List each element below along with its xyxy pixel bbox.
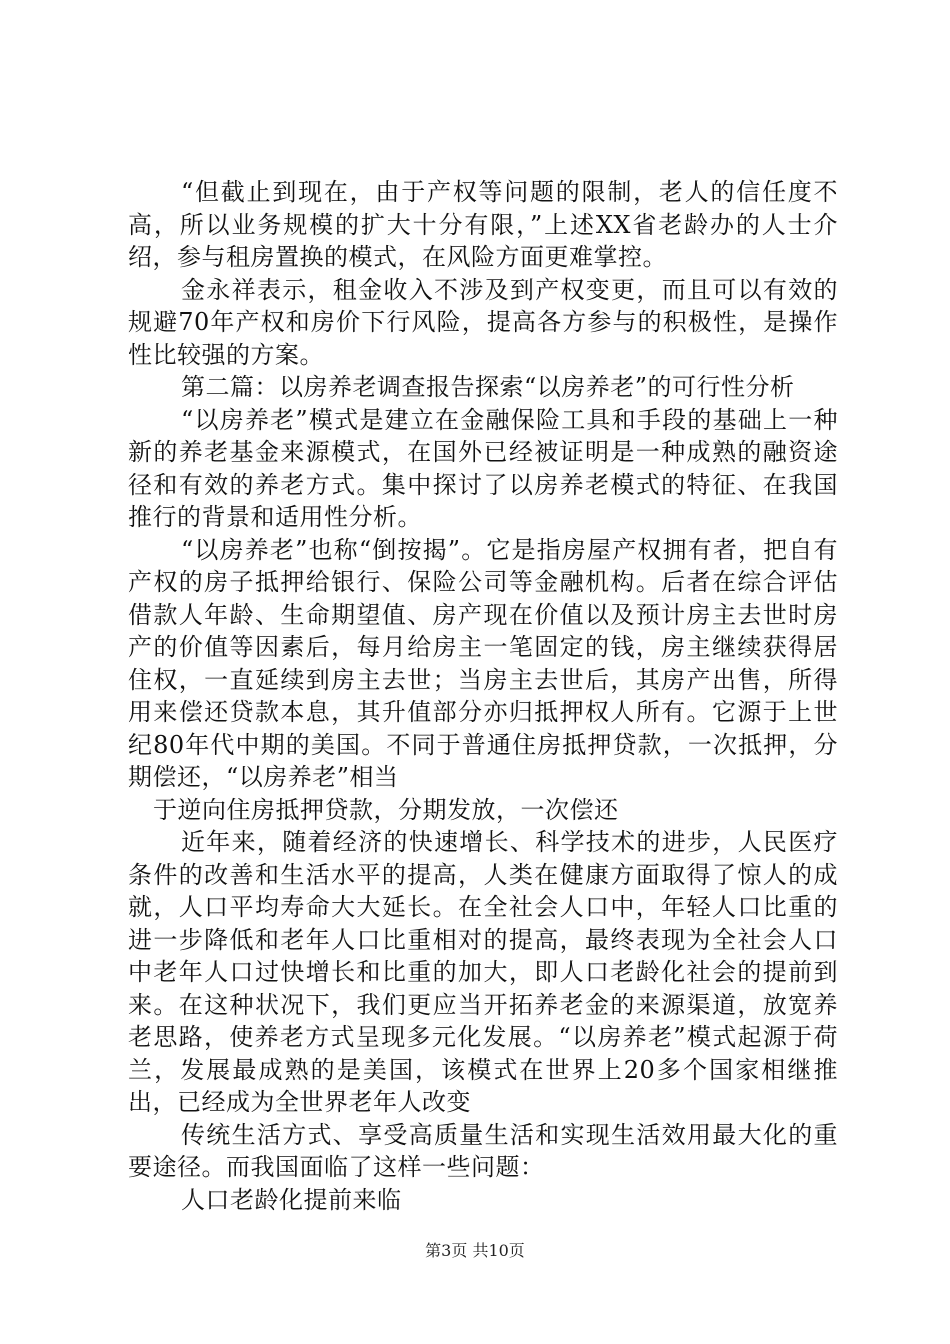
paragraph-1: “但截止到现在，由于产权等问题的限制，老人的信任度不高，所以业务规模的扩大十分有限，”上述XX省老龄办的人士介绍，参与租房置换的模式，在风险方面更难掌控。: [128, 178, 838, 271]
paragraph-3: “以房养老”模式是建立在金融保险工具和手段的基础上一种新的养老基金来源模式，在国外已经被证明是一种成熟的融资途径和有效的养老方式。集中探讨了以房养老模式的特征、在我国推行的背景和适用性分析。: [128, 405, 838, 531]
document-body: [128, 176, 838, 1216]
paragraph-7: 传统生活方式、享受高质量生活和实现生活效用最大化的重要途径。而我国面临了这样一些问题：: [128, 1120, 838, 1181]
page-footer: [0, 1241, 950, 1261]
paragraph-4: “以房养老”也称“倒按揭”。它是指房屋产权拥有者，把自有产权的房子抵押给银行、保险公司等金融机构。后者在综合评估借款人年龄、生命期望值、房产现在价值以及预计房主去世时房产的价值等因素后，每月给房主一笔固定的钱，房主继续获得居住权，一直延续到房主去世；当房主去世后，其房产出售，所得用来偿还贷款本息，其升值部分亦归抵押权人所有。它源于上世纪80年代中期的美国。不同于普通住房抵押贷款，一次抵押，分期偿还，“以房养老”相当: [128, 535, 838, 791]
section-heading: 第二篇：以房养老调查报告探索“以房养老”的可行性分析: [181, 373, 795, 401]
paragraph-2: 金永祥表示，租金收入不涉及到产权变更，而且可以有效的规避70年产权和房价下行风险，提高各方参与的积极性，是操作性比较强的方案。: [128, 275, 838, 369]
paragraph-5: 于逆向住房抵押贷款，分期发放，一次偿还: [153, 795, 619, 824]
page-number: 第3页 共10页: [425, 1241, 525, 1260]
paragraph-8: 人口老龄化提前来临: [181, 1185, 402, 1214]
paragraph-6: 近年来，随着经济的快速增长、科学技术的进步，人民医疗条件的改善和生活水平的提高，人类在健康方面取得了惊人的成就，人口平均寿命大大延长。在全社会人口中，年轻人口比重的进一步降低和老年人口比重相对的提高，最终表现为全社会人口中老年人口过快增长和比重的加大，即人口老龄化社会的提前到来。在这种状况下，我们更应当开拓养老金的来源渠道，放宽养老思路，使养老方式呈现多元化发展。“以房养老”模式起源于荷兰，发展最成熟的是美国，该模式在世界上20多个国家相继推出，已经成为全世界老年人改变: [128, 828, 838, 1116]
